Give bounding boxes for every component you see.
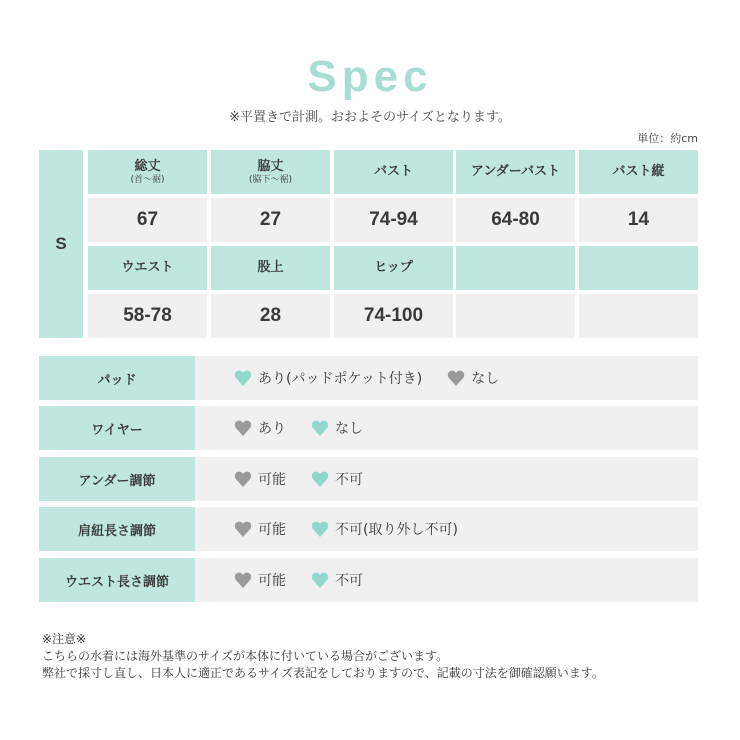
caution-notes — [42, 631, 604, 682]
feature-options — [195, 406, 698, 450]
option-selected — [310, 469, 363, 489]
option-text: なし — [335, 421, 363, 437]
option-unselected — [233, 418, 286, 438]
feature-label: アンダー調節 — [39, 457, 195, 501]
header-hip: ヒップ — [334, 246, 453, 290]
value-empty — [456, 294, 575, 338]
value-empty — [579, 294, 698, 338]
heart-icon — [310, 418, 330, 438]
feature-options — [195, 356, 698, 400]
option-text: 可能 — [258, 573, 286, 589]
value-waist: 58-78 — [88, 294, 207, 338]
value-bust-height: 14 — [579, 198, 698, 242]
feature-label: ウエスト長さ調節 — [39, 558, 195, 602]
unit-label: 単位：約cm — [637, 132, 698, 145]
header-bust: バスト — [334, 150, 453, 194]
option-text: あり — [258, 421, 286, 437]
feature-label: ワイヤー — [39, 406, 195, 450]
option-selected — [310, 519, 458, 539]
feature-options — [195, 457, 698, 501]
option-text: 可能 — [258, 522, 286, 538]
header-total-length: 総丈 (首〜裾) — [88, 150, 207, 194]
option-selected — [310, 418, 363, 438]
heart-icon — [310, 519, 330, 539]
option-text: 不可(取り外し不可) — [335, 522, 458, 538]
option-unselected — [446, 368, 499, 388]
option-text: 可能 — [258, 472, 286, 488]
heart-icon — [310, 570, 330, 590]
value-bust: 74-94 — [334, 198, 453, 242]
option-text: なし — [471, 371, 500, 387]
value-total-length: 67 — [88, 198, 207, 242]
heart-icon — [446, 368, 466, 388]
header-rise: 股上 — [211, 246, 330, 290]
value-side-length: 27 — [211, 198, 330, 242]
option-unselected — [233, 519, 286, 539]
header-underbust: アンダーバスト — [456, 150, 575, 194]
heart-icon — [310, 469, 330, 489]
header-bust-height: バスト縦 — [579, 150, 698, 194]
option-text: 不可 — [335, 573, 363, 589]
feature-options — [195, 558, 698, 602]
header-side-length: 脇丈 (脇下〜裾) — [211, 150, 330, 194]
page-title: Spec — [307, 52, 433, 101]
heart-icon — [233, 570, 253, 590]
heart-icon — [233, 418, 253, 438]
heart-icon — [233, 368, 253, 388]
heart-icon — [233, 519, 253, 539]
caution-heading: ※注意※ — [42, 632, 87, 646]
value-underbust: 64-80 — [456, 198, 575, 242]
option-unselected — [233, 469, 286, 489]
value-hip: 74-100 — [334, 294, 453, 338]
header-empty — [579, 246, 698, 290]
header-empty — [456, 246, 575, 290]
option-selected — [310, 570, 363, 590]
option-selected — [233, 368, 422, 388]
feature-options — [195, 507, 698, 551]
feature-label: パッド — [39, 356, 195, 400]
heart-icon — [233, 469, 253, 489]
measurement-note: ※平置きで計測。おおよそのサイズとなります。 — [229, 110, 511, 125]
feature-label: 肩紐長さ調節 — [39, 507, 195, 551]
header-waist: ウエスト — [88, 246, 207, 290]
option-text: 不可 — [335, 472, 363, 488]
option-text: あり(パッドポケット付き) — [258, 371, 423, 387]
caution-line: こちらの水着には海外基準のサイズが本体に付いている場合がございます。 — [42, 649, 449, 663]
value-rise: 28 — [211, 294, 330, 338]
option-unselected — [233, 570, 286, 590]
caution-line: 弊社で採寸し直し、日本人に適正であるサイズ表記をしておりますので、記載の寸法を御確認願います。 — [42, 666, 604, 680]
size-label: S — [39, 150, 83, 338]
